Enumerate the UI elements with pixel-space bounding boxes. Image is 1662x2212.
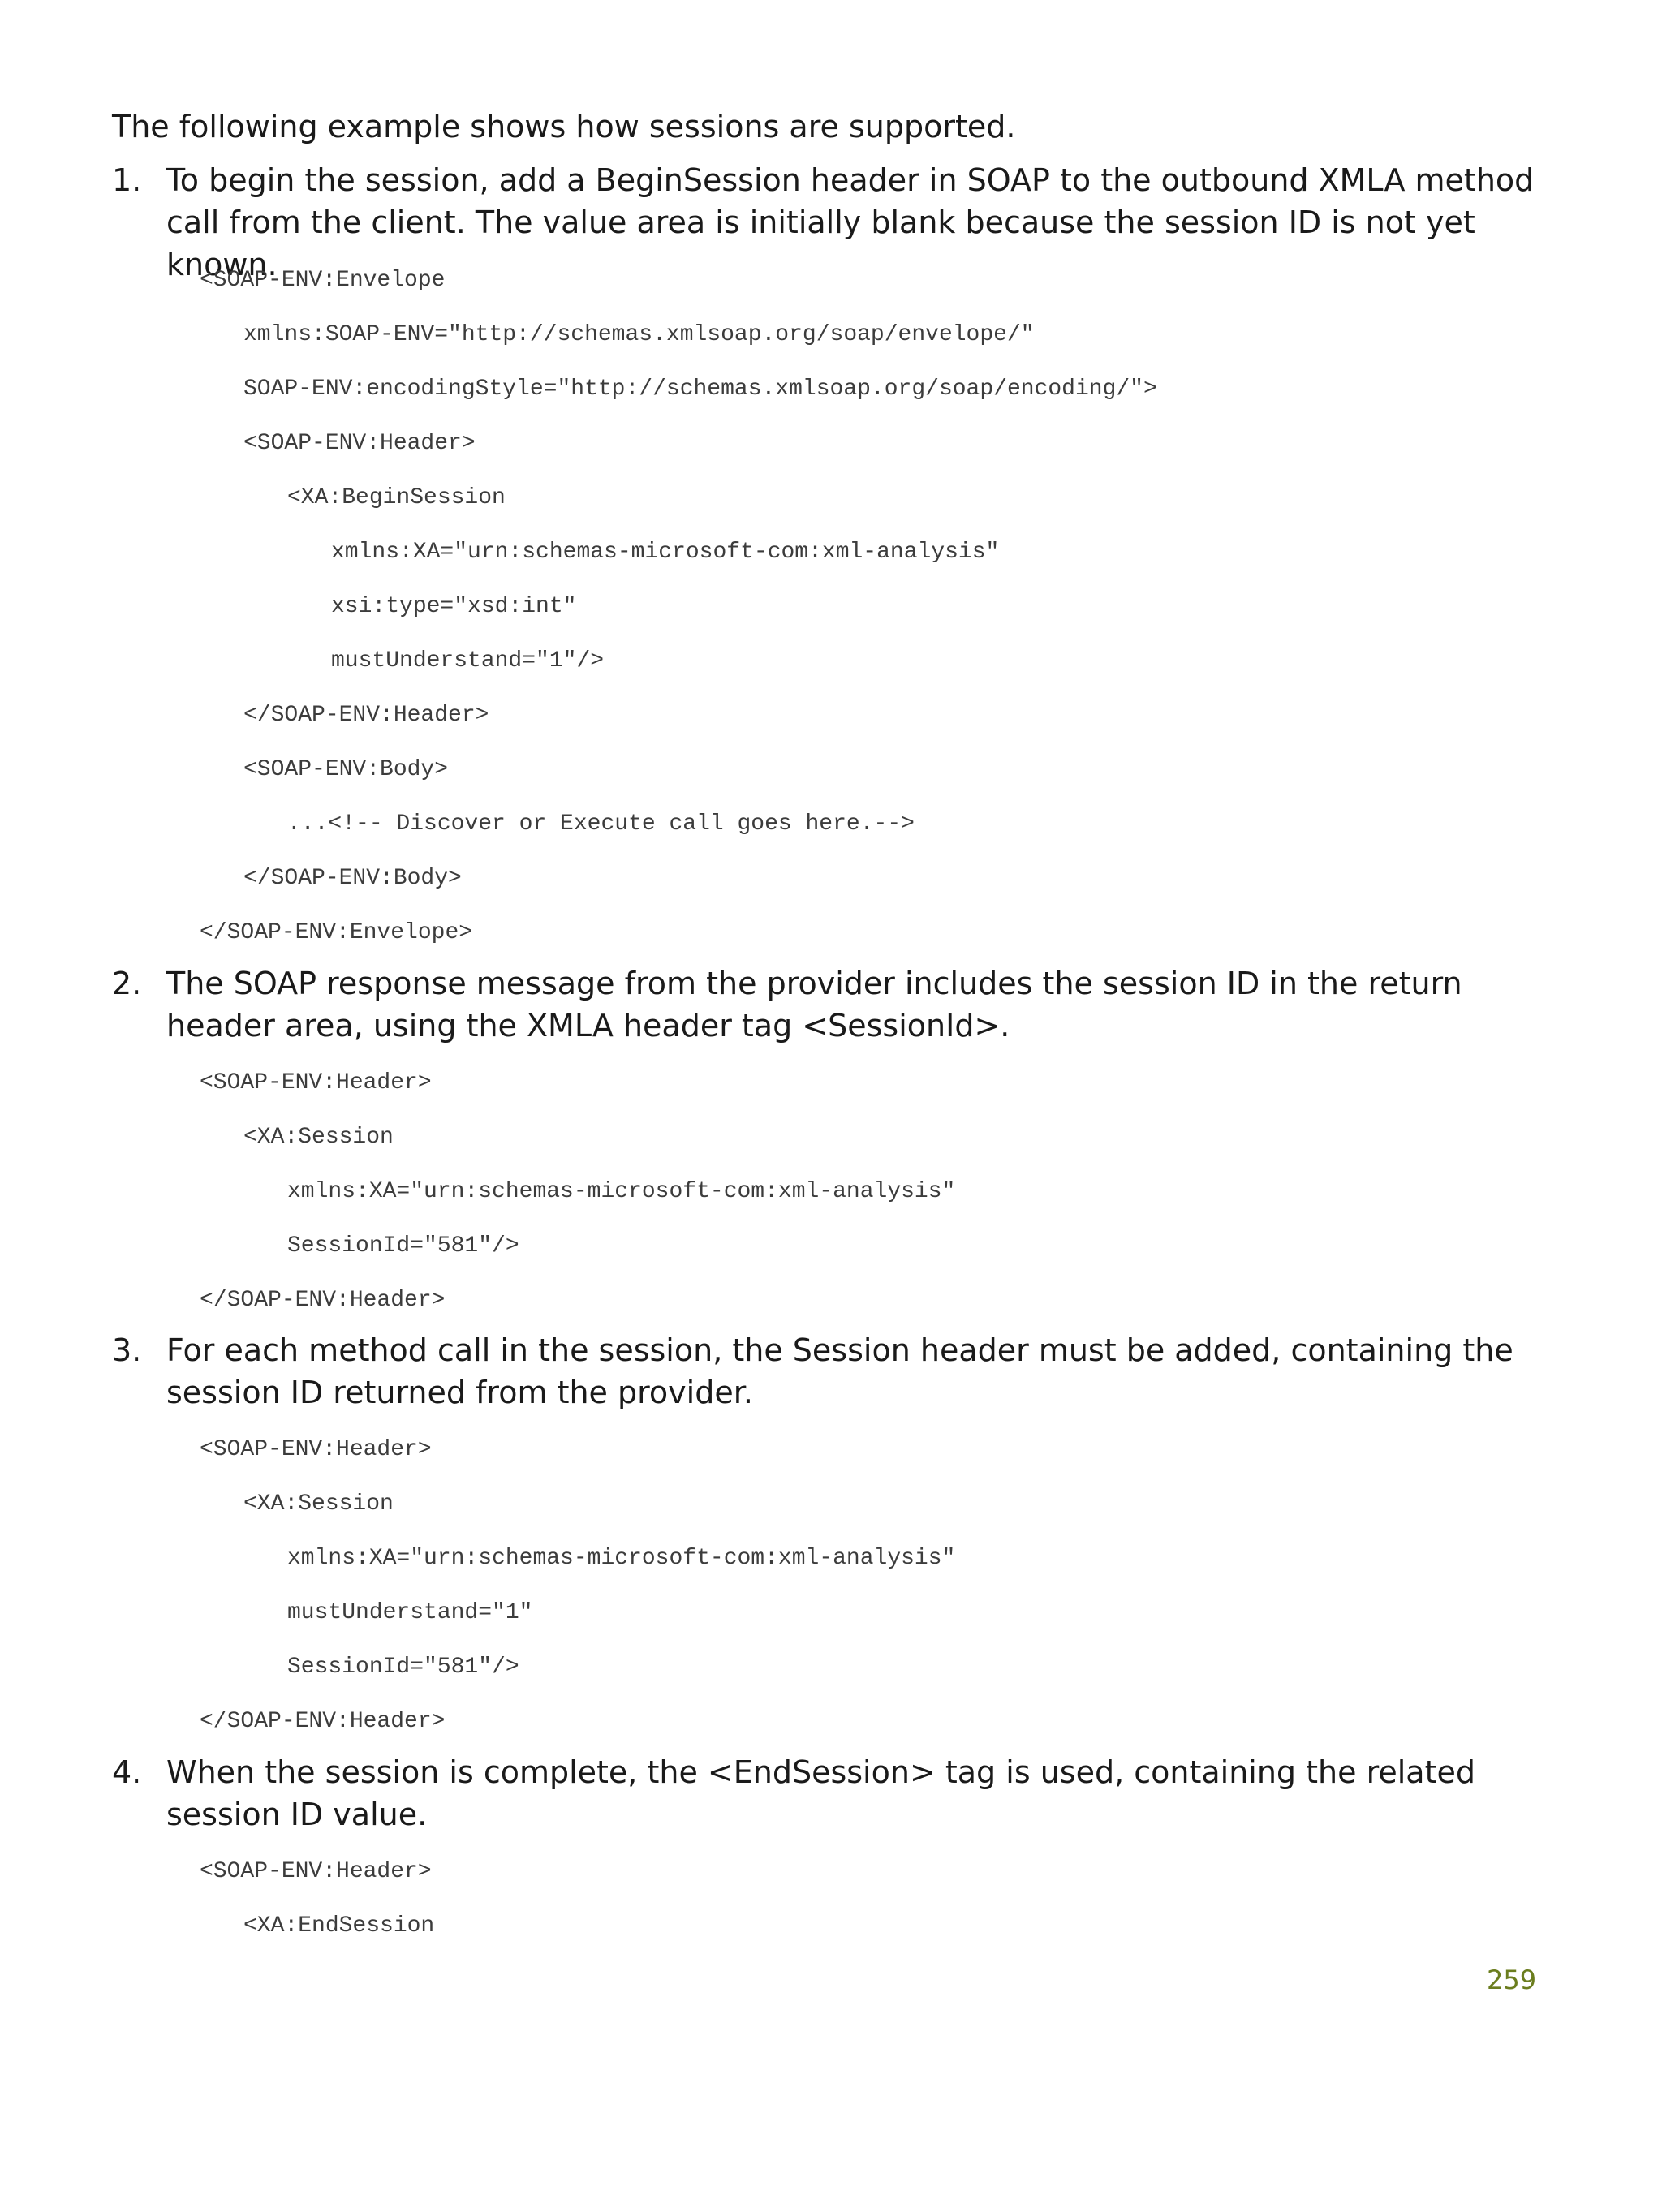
code-line: </SOAP-ENV:Header> [243,703,489,728]
code-line: mustUnderstand="1"/> [331,648,605,673]
intro-paragraph: The following example shows how sessions are supported. [112,109,1016,144]
code-line: <XA:BeginSession [287,485,506,510]
code-line: <SOAP-ENV:Header> [200,1070,432,1095]
code-line: <SOAP-ENV:Header> [200,1437,432,1462]
code-line: xmlns:XA="urn:schemas-microsoft-com:xml-analysis" [287,1546,956,1571]
code-line: <SOAP-ENV:Header> [243,431,476,456]
code-line: <XA:Session [243,1491,394,1517]
step-number: 2. [112,966,142,1001]
code-line: </SOAP-ENV:Header> [200,1288,446,1313]
code-line: </SOAP-ENV:Header> [200,1709,446,1734]
step-text: To begin the session, add a BeginSession header in SOAP to the outbound XMLA method call from the client. The value area is initially blank because the session ID is not yet known. [166,162,1535,282]
code-line: mustUnderstand="1" [287,1600,533,1625]
step-number: 3. [112,1332,142,1368]
step-text: For each method call in the session, the Session header must be added, containing the session ID returned from the provider. [166,1332,1513,1410]
code-line: xmlns:XA="urn:schemas-microsoft-com:xml-analysis" [287,1179,956,1204]
code-line: <SOAP-ENV:Body> [243,757,449,782]
code-line: <XA:EndSession [243,1913,435,1939]
step-number: 4. [112,1754,142,1790]
code-line: xmlns:XA="urn:schemas-microsoft-com:xml-analysis" [331,540,1000,565]
code-line: <SOAP-ENV:Envelope [200,268,446,293]
code-line: </SOAP-ENV:Envelope> [200,920,473,945]
code-line: SessionId="581"/> [287,1233,519,1259]
page-number: 259 [1487,1965,1537,1995]
code-line: <XA:Session [243,1125,394,1150]
code-line: SOAP-ENV:encodingStyle="http://schemas.xmlsoap.org/soap/encoding/"> [243,377,1157,402]
code-line: SessionId="581"/> [287,1655,519,1680]
code-line: <SOAP-ENV:Header> [200,1859,432,1884]
code-line: </SOAP-ENV:Body> [243,866,462,891]
code-line: ...<!-- Discover or Execute call goes here.--> [287,811,915,837]
step-text: The SOAP response message from the provider includes the session ID in the return header area, using the XMLA header tag <SessionId>. [166,966,1462,1044]
code-line: xsi:type="xsd:int" [331,594,577,619]
step-text: When the session is complete, the <EndSession> tag is used, containing the related session ID value. [166,1754,1475,1832]
step-number: 1. [112,162,142,198]
code-line: xmlns:SOAP-ENV="http://schemas.xmlsoap.org/soap/envelope/" [243,322,1035,347]
